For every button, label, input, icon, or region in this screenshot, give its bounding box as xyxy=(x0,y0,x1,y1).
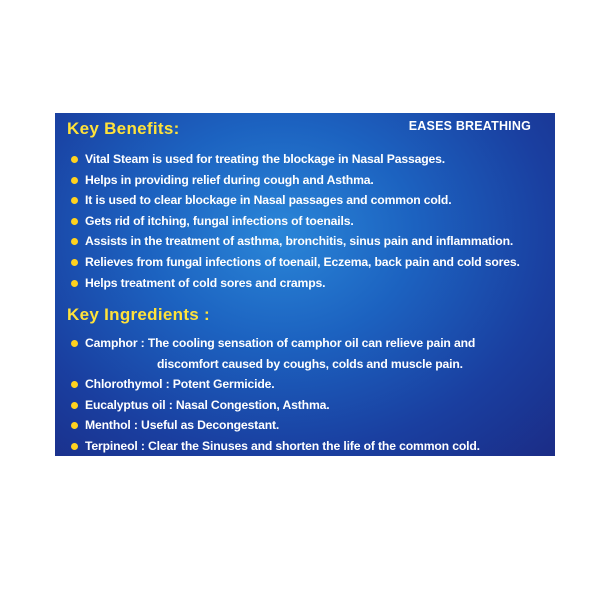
bullet-dot-icon xyxy=(71,177,78,184)
key-benefits-heading: Key Benefits: xyxy=(67,119,180,138)
list-item-continuation: discomfort caused by coughs, colds and muscle pain. xyxy=(157,356,463,371)
benefits-list xyxy=(69,149,549,293)
list-item-text: Assists in the treatment of asthma, bronchitis, sinus pain and inflammation. xyxy=(85,234,514,249)
list-item xyxy=(69,415,549,436)
bullet-dot-icon xyxy=(71,422,78,429)
list-item-text: Terpineol : Clear the Sinuses and shorten the life of the common cold. xyxy=(85,438,480,453)
bullet-dot-icon xyxy=(71,402,78,409)
product-info-panel xyxy=(55,113,555,456)
list-item-text: It is used to clear blockage in Nasal passages and common cold. xyxy=(85,193,452,208)
bullet-dot-icon xyxy=(71,443,78,450)
bullet-dot-icon xyxy=(71,259,78,266)
list-item xyxy=(69,273,549,294)
bullet-dot-icon xyxy=(71,218,78,225)
bullet-dot-icon xyxy=(71,238,78,245)
list-item xyxy=(69,436,549,457)
list-item-text: Chlorothymol : Potent Germicide. xyxy=(85,377,275,392)
list-item xyxy=(69,149,549,170)
list-item xyxy=(69,252,549,273)
list-item-text: Vital Steam is used for treating the blockage in Nasal Passages. xyxy=(85,152,446,166)
list-item-text: Helps treatment of cold sores and cramps. xyxy=(85,275,326,290)
list-item-text: Relieves from fungal infections of toenail, Eczema, back pain and cold sores. xyxy=(85,254,520,269)
list-item xyxy=(69,374,549,395)
list-item xyxy=(69,333,549,374)
list-item-text: Camphor : The cooling sensation of camphor oil can relieve pain and xyxy=(85,336,476,350)
list-item xyxy=(69,170,549,191)
list-item xyxy=(69,190,549,211)
bullet-dot-icon xyxy=(71,381,78,388)
bullet-dot-icon xyxy=(71,280,78,287)
list-item-text: Gets rid of itching, fungal infections of toenails. xyxy=(85,213,354,228)
list-item xyxy=(69,395,549,416)
bullet-dot-icon xyxy=(71,197,78,204)
ingredients-list xyxy=(69,333,549,457)
list-item-text: Eucalyptus oil : Nasal Congestion, Asthma. xyxy=(85,397,330,412)
tagline: EASES BREATHING xyxy=(408,119,531,133)
bullet-dot-icon xyxy=(71,340,78,347)
list-item-text: Helps in providing relief during cough and Asthma. xyxy=(85,172,374,187)
list-item-text: Menthol : Useful as Decongestant. xyxy=(85,418,280,433)
key-ingredients-heading: Key Ingredients : xyxy=(67,305,211,324)
list-item xyxy=(69,231,549,252)
list-item xyxy=(69,211,549,232)
bullet-dot-icon xyxy=(71,156,78,163)
